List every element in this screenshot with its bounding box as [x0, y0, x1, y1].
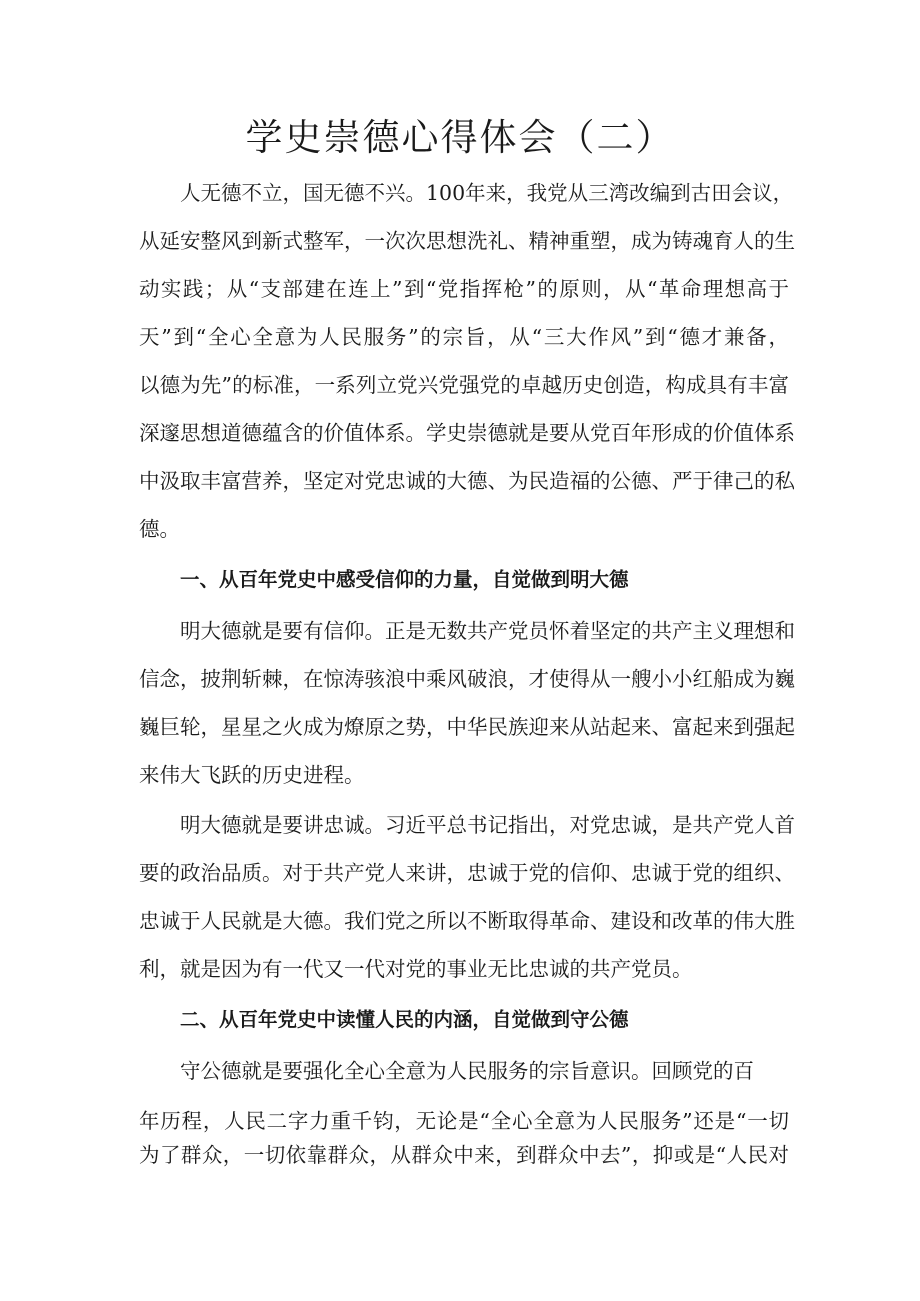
paragraph-line: 为了群众，一切依靠群众，从群众中来，到群众中去”，抑或是“人民对	[139, 1143, 789, 1167]
paragraph-line: 要的政治品质。对于共产党人来讲，忠诚于党的信仰、忠诚于党的组织、	[139, 861, 795, 885]
paragraph-line: 深邃思想道德蕴含的价值体系。学史崇德就是要从党百年形成的价值体系	[139, 421, 795, 445]
paragraph-line: 从延安整风到新式整军，一次次思想洗礼、精神重塑，成为铸魂育人的生	[139, 229, 795, 253]
paragraph-line: 人无德不立，国无德不兴。100年来，我党从三湾改编到古田会议，	[180, 181, 794, 205]
paragraph-line: 以德为先”的标准，一系列立党兴党强党的卓越历史创造，构成具有丰富	[139, 373, 789, 397]
paragraph-line: 忠诚于人民就是大德。我们党之所以不断取得革命、建设和改革的伟大胜	[139, 909, 795, 933]
paragraph-line: 德。	[139, 517, 180, 541]
paragraph-line: 利，就是因为有一代又一代对党的事业无比忠诚的共产党员。	[139, 957, 693, 981]
paragraph-line: 年历程，人民二字力重千钧，无论是“全心全意为人民服务”还是“一切	[139, 1109, 789, 1133]
paragraph-line: 守公德就是要强化全心全意为人民服务的宗旨意识。回顾党的百	[180, 1059, 754, 1083]
paragraph-line: 天”到“全心全意为人民服务”的宗旨，从“三大作风”到“德才兼备，	[139, 325, 789, 349]
section-heading-2: 二、从百年党史中读懂人民的内涵，自觉做到守公德	[180, 1008, 629, 1031]
paragraph-line: 中汲取丰富营养，坚定对党忠诚的大德、为民造福的公德、严于律己的私	[139, 469, 795, 493]
document-title: 学史崇德心得体会（二）	[245, 116, 675, 159]
paragraph-line: 巍巨轮，星星之火成为燎原之势，中华民族迎来从站起来、富起来到强起	[139, 715, 795, 739]
paragraph-line: 动实践；从“支部建在连上”到“党指挥枪”的原则，从“革命理想高于	[139, 277, 789, 301]
paragraph-line: 明大德就是要有信仰。正是无数共产党员怀着坚定的共产主义理想和	[180, 619, 795, 643]
section-heading-1: 一、从百年党史中感受信仰的力量，自觉做到明大德	[180, 568, 629, 591]
paragraph-line: 明大德就是要讲忠诚。习近平总书记指出，对党忠诚，是共产党人首	[180, 813, 795, 837]
paragraph-line: 信念，披荆斩棘，在惊涛骇浪中乘风破浪，才使得从一艘小小红船成为巍	[139, 667, 795, 691]
paragraph-line: 来伟大飞跃的历史进程。	[139, 763, 365, 787]
